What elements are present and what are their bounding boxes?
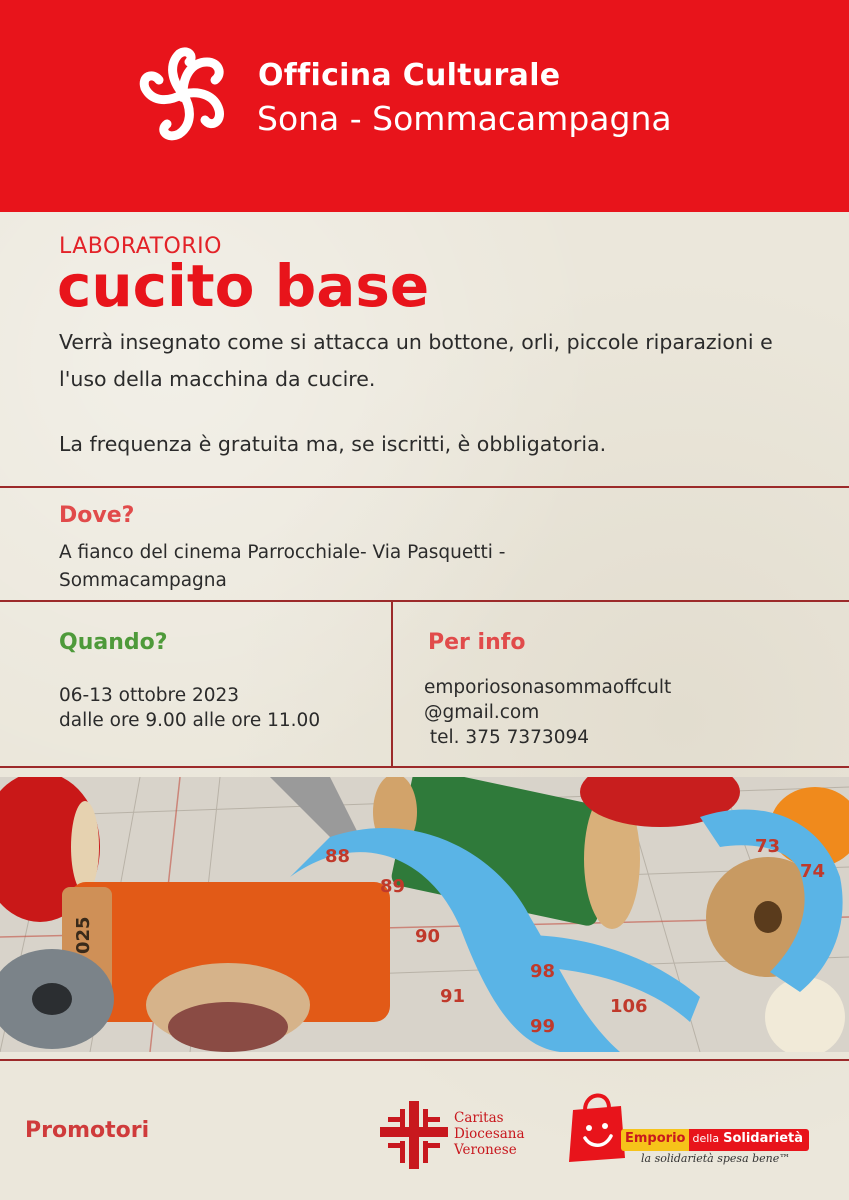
- attendance-note: La frequenza è gratuita ma, se iscritti, è obbligatoria.: [59, 432, 607, 456]
- header-banner: [0, 0, 849, 212]
- info-email-line1: emporiosonasommaoffcult: [424, 677, 672, 698]
- emporio-logo-banner: [621, 1129, 809, 1151]
- where-label: Dove?: [59, 503, 135, 528]
- divider-above-photo: [0, 766, 849, 768]
- org-subtitle: Sona - Sommacampagna: [257, 99, 672, 138]
- info-email-line2: @gmail.com: [424, 702, 540, 723]
- info-label: Per info: [428, 630, 526, 655]
- eyebrow-label: LABORATORIO: [59, 234, 222, 259]
- caritas-line2: Diocesana: [454, 1126, 525, 1142]
- where-text: A fianco del cinema Parrocchiale- Via Pasquetti - Sommacampagna: [59, 542, 506, 591]
- emporio-tagline: la solidarietà spesa bene™: [641, 1152, 791, 1165]
- sewing-supplies-photo: [0, 777, 849, 1052]
- caritas-name: [454, 1110, 525, 1158]
- page-title: cucito base: [57, 252, 430, 320]
- when-text: [59, 683, 320, 733]
- tape-number-99: 99: [530, 1016, 556, 1037]
- caritas-line3: Veronese: [454, 1142, 517, 1158]
- shopping-bag-icon: [567, 1088, 627, 1164]
- emporio-word: Emporio: [621, 1129, 689, 1151]
- spool-label: 025: [73, 916, 94, 954]
- tape-number-88: 88: [325, 846, 351, 867]
- tape-number-74: 74: [800, 861, 826, 882]
- sewing-photo-illustration: [0, 777, 849, 1052]
- divider-vertical: [391, 600, 393, 766]
- when-date: 06-13 ottobre 2023: [59, 685, 240, 706]
- info-text: [424, 675, 671, 750]
- emporio-solidarieta: Solidarietà: [723, 1131, 804, 1146]
- divider-middle: [0, 600, 849, 602]
- tape-number-89: 89: [380, 876, 406, 897]
- tape-number-106: 106: [610, 996, 648, 1017]
- tape-number-98: 98: [530, 961, 556, 982]
- divider-top: [0, 486, 849, 488]
- when-time: dalle ore 9.00 alle ore 11.00: [59, 710, 321, 731]
- caritas-cross-icon: [378, 1097, 450, 1173]
- swirl-logo-icon: [133, 44, 233, 150]
- caritas-line1: Caritas: [454, 1110, 504, 1126]
- emporio-della: della: [692, 1132, 720, 1145]
- org-name: Officina Culturale: [258, 58, 561, 93]
- divider-bottom: [0, 1059, 849, 1061]
- tape-number-73: 73: [755, 836, 781, 857]
- when-label: Quando?: [59, 630, 168, 655]
- tape-number-91: 91: [440, 986, 466, 1007]
- description-text: Verrà insegnato come si attacca un bottone, orli, piccole riparazioni e l'uso della macchina da cucire.: [59, 330, 773, 391]
- promotori-label: Promotori: [25, 1118, 150, 1143]
- info-phone: tel. 375 7373094: [424, 727, 590, 748]
- tape-number-90: 90: [415, 926, 441, 947]
